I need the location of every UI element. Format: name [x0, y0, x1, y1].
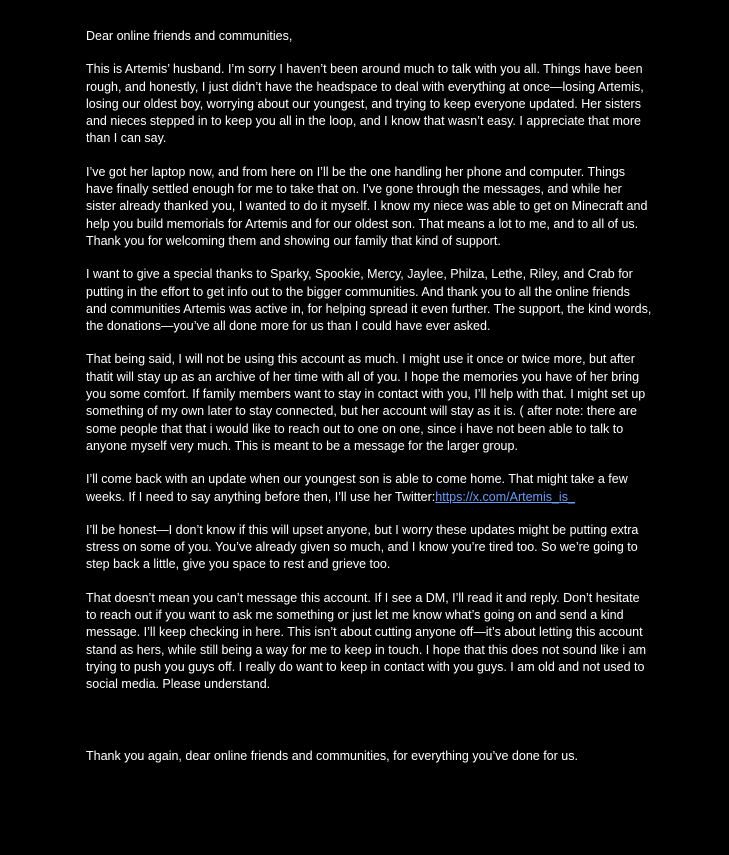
paragraph-update [86, 471, 652, 506]
blank-space [86, 710, 652, 748]
paragraph-honest: I’ll be honest—I don’t know if this will upset anyone, but I worry these updates might be putting extra stress on some of you. You’ve already given so much, and I know you’re tired too. So we’re going to step back a little, give you space to rest and grieve too. [86, 522, 639, 572]
paragraph-thanks: I want to give a special thanks to Sparky, Spookie, Mercy, Jaylee, Philza, Lethe, Riley, and Crab for putting in the effort to get info out to the bigger communities. And thank you to all the online friends and communities Artemis was active in, for helping spread it even further. The support, the kind words, the donations—you’ve all done more for us than I could have ever asked. [86, 267, 652, 334]
twitter-link[interactable]: https://x.com/Artemis_is_ [435, 489, 575, 504]
paragraph-laptop: I’ve got her laptop now, and from here on I’ll be the one handling her phone and computer. Things have finally settled enough for me to take that on. I’ve gone through the messages, and while her sister already thanked you, I wanted to do it myself. I know my niece was able to get on Minecraft and help you build memorials for Artemis and for our oldest son. That means a lot to me, and to all of us. Thank you for welcoming them and showing our family that kind of support. [86, 164, 648, 248]
closing-line: Thank you again, dear online friends and communities, for everything you’ve done for us. [86, 748, 578, 763]
paragraph-intro: This is Artemis’ husband. I’m sorry I haven’t been around much to talk with you all. Things have been rough, and honestly, I just didn’t have the headspace to deal with everything at once—losing Artemis, losing our oldest boy, worrying about our youngest, and trying to keep everyone updated. Her sisters and nieces stepped in to keep you all in the loop, and I know that wasn’t easy. I appreciate that more than I can say. [86, 62, 644, 146]
update-text: I’ll come back with an update when our youngest son is able to come home. That might take a few weeks. If I need to say anything before then, I’ll use her Twitter: [86, 472, 628, 504]
greeting: Dear online friends and communities, [86, 29, 293, 43]
paragraph-messages: That doesn’t mean you can’t message this account. If I see a DM, I’ll read it and reply. Don’t hesitate to reach out if you want to ask me something or just let me know what’s going on and send a kind message. I’ll keep checking in here. This isn’t about cutting anyone off—it’s about letting this account stand as hers, while still being a way for me to keep in touch. I hope that this does not sound like i am trying to push you guys off. I really do want to keep in contact with you guys. I am old and not used to social media. Please understand. [86, 590, 647, 692]
letter-body [86, 28, 652, 781]
paragraph-archive: That being said, I will not be using this account as much. I might use it once or twice more, but after thatit will stay up as an archive of her time with all of you. I hope the memories you have of her bring you some comfort. If family members want to stay in contact with you, I’ll help with that. I might set up something of my own later to stay connected, but her account will stay as it is. ( after note: there are some people that that i would like to reach out to one on one, since i have not been able to talk to anyone myself very much. This is meant to be a message for the larger group. [86, 352, 646, 453]
